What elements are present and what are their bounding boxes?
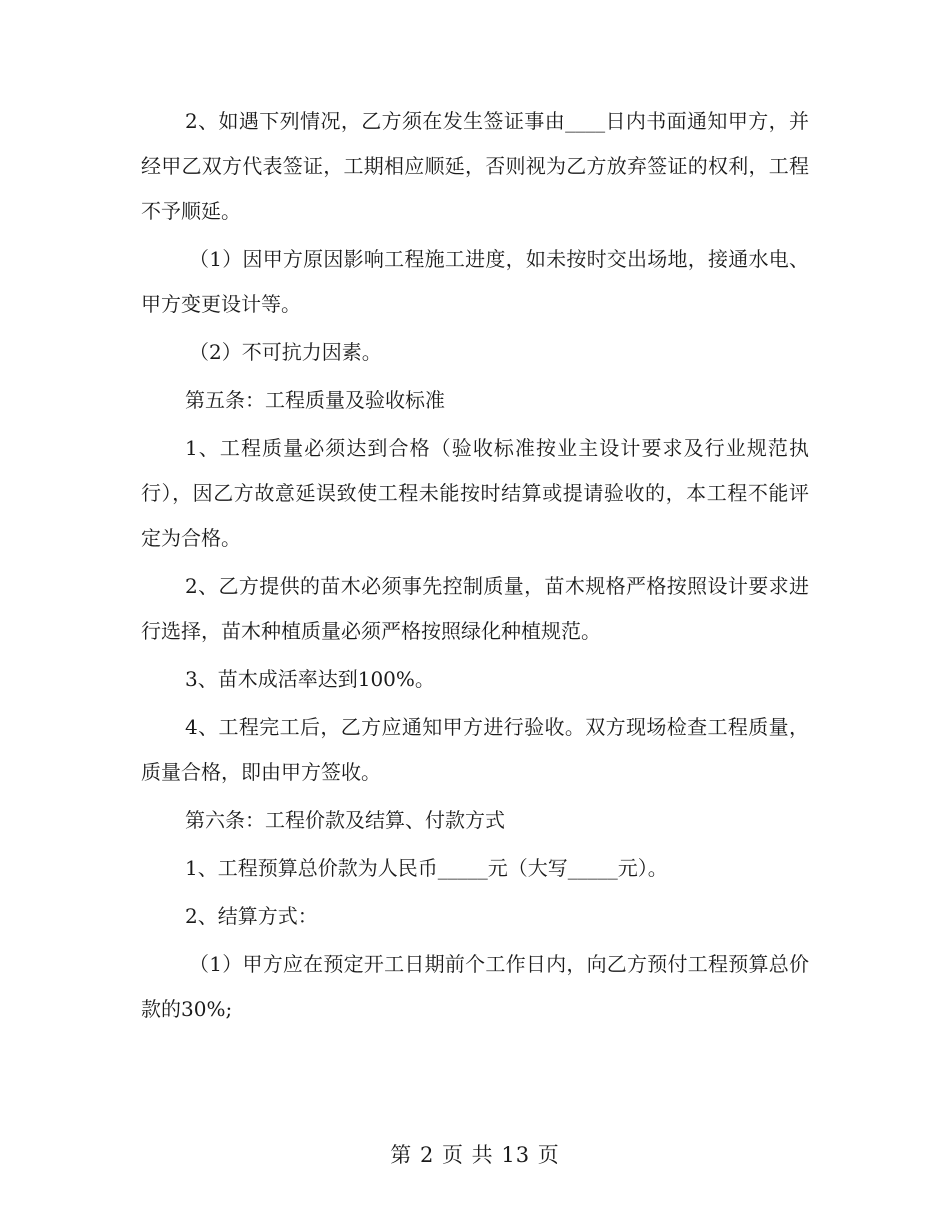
paragraph-item-2: （2）不可抗力因素。 [189, 340, 382, 364]
article-5-heading: 第五条：工程质量及验收标准 [185, 388, 445, 412]
article-6-heading: 第六条：工程价款及结算、付款方式 [185, 808, 505, 832]
paragraph-quality-4: 4、工程完工后，乙方应通知甲方进行验收。双方现场检查工程质量，质量合格，即由甲方签收。 [141, 715, 809, 784]
paragraph-settlement-2: 2、结算方式： [185, 904, 318, 928]
paragraph-quality-3: 3、苗木成活率达到100%。 [185, 667, 435, 691]
paragraph-clause-2: 2、如遇下列情况，乙方须在发生签证事由____日内书面通知甲方，并经甲乙双方代表签证，工期相应顺延，否则视为乙方放弃签证的权利，工程不予顺延。 [141, 109, 809, 223]
paragraph-quality-1: 1、工程质量必须达到合格（验收标准按业主设计要求及行业规范执行），因乙方故意延误致使工程未能按时结算或提请验收的，本工程不能评定为合格。 [141, 436, 809, 550]
paragraph-price-1: 1、工程预算总价款为人民币_____元（大写_____元）。 [185, 856, 668, 880]
page-footer: 第 2 页 共 13 页 [390, 1143, 560, 1167]
document-body [141, 99, 809, 1035]
paragraph-quality-2: 2、乙方提供的苗木必须事先控制质量，苗木规格严格按照设计要求进行选择，苗木种植质量必须严格按照绿化种植规范。 [141, 574, 809, 643]
paragraph-item-1: （1）因甲方原因影响工程施工进度，如未按时交出场地，接通水电、甲方变更设计等。 [141, 247, 809, 316]
paragraph-settlement-item-1: （1）甲方应在预定开工日期前个工作日内，向乙方预付工程预算总价款的30%; [141, 952, 809, 1021]
